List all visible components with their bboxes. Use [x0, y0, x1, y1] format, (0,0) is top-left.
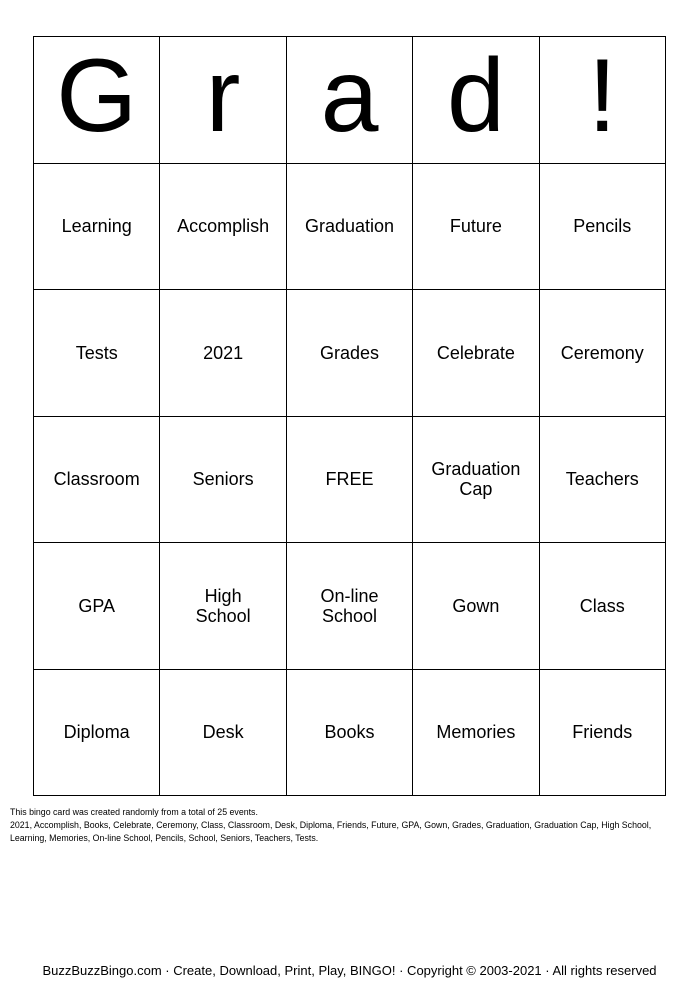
bingo-cell: Pencils [540, 164, 666, 291]
header-letter: ! [540, 37, 666, 164]
bingo-cell: Accomplish [160, 164, 286, 291]
bingo-cell: Grades [287, 290, 413, 417]
bingo-cell: Class [540, 543, 666, 670]
page-footer: BuzzBuzzBingo.com · Create, Download, Print, Play, BINGO! · Copyright © 2003-2021 · All rights reserved [42, 963, 657, 978]
bingo-cell: Seniors [160, 417, 286, 544]
bingo-cell: Graduation Cap [413, 417, 539, 544]
header-letter: r [160, 37, 286, 164]
bingo-cell: Memories [413, 670, 539, 797]
bingo-cell: Teachers [540, 417, 666, 544]
footnote-word-list: 2021, Accomplish, Books, Celebrate, Ceremony, Class, Classroom, Desk, Diploma, Friends, Future, GPA, Gown, Grades, Graduation, Graduation Cap, High School, Learning, Memories, On-line School, Pencils, School, Seniors, Teachers, Tests. [10, 820, 652, 843]
bingo-cell: Desk [160, 670, 286, 797]
bingo-cell: Tests [34, 290, 160, 417]
bingo-cell: On-line School [287, 543, 413, 670]
bingo-cell: Learning [34, 164, 160, 291]
bingo-cell: Ceremony [540, 290, 666, 417]
bingo-cell: Classroom [34, 417, 160, 544]
bingo-cell: Celebrate [413, 290, 539, 417]
free-space-cell: FREE [287, 417, 413, 544]
bingo-cell: GPA [34, 543, 160, 670]
bingo-cell: 2021 [160, 290, 286, 417]
header-letter: d [413, 37, 539, 164]
bingo-cell: Friends [540, 670, 666, 797]
bingo-cell: High School [160, 543, 286, 670]
bingo-cell: Books [287, 670, 413, 797]
bingo-cell: Future [413, 164, 539, 291]
footnote-summary: This bingo card was created randomly from a total of 25 events. [10, 807, 258, 817]
bingo-cell: Diploma [34, 670, 160, 797]
bingo-cell: Graduation [287, 164, 413, 291]
bingo-card [33, 36, 666, 796]
header-letter: a [287, 37, 413, 164]
bingo-cell: Gown [413, 543, 539, 670]
card-footnote [10, 806, 680, 845]
header-letter: G [34, 37, 160, 164]
